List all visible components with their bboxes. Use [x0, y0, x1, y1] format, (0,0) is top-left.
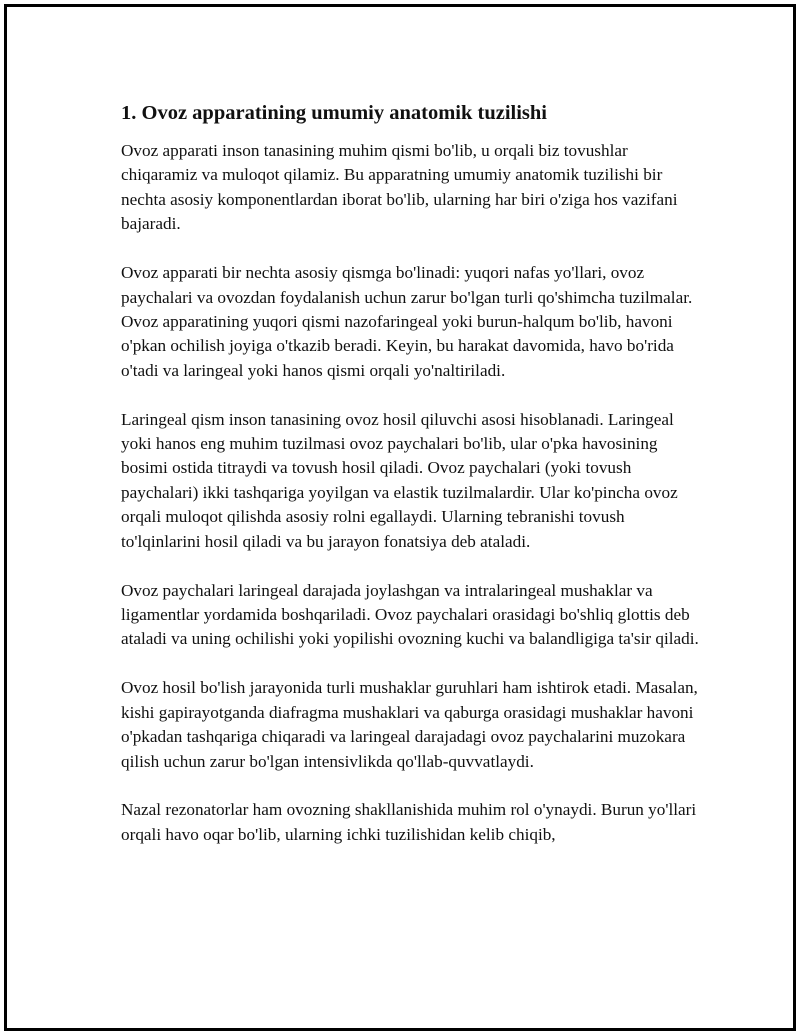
paragraph-6: Nazal rezonatorlar ham ovozning shakllanishida muhim rol o'ynaydi. Burun yo'llari orqali havo oqar bo'lib, ularning ichki tuzilishidan kelib chiqib,	[121, 800, 697, 844]
paragraph-2: Ovoz apparati bir nechta asosiy qismga bo'linadi: yuqori nafas yo'llari, ovoz paychalari va ovozdan foydalanish uchun zarur bo'lgan turli qo'shimcha tuzilmalar. Ovoz apparatining yuqori qismi nazofaringeal yoki burun-halqum bo'lib, havoni o'pkan ochilish joyiga o'tkazib beradi. Keyin, bu harakat davomida, havo bo'rida o'tadi va laringeal yoki hanos qismi orqali yo'naltiriladi.	[121, 263, 693, 380]
document-body	[121, 99, 701, 872]
paragraph-4: Ovoz paychalari laringeal darajada joylashgan va intralaringeal mushaklar va ligamentlar yordamida boshqariladi. Ovoz paychalari orasidagi bo'shliq glottis deb ataladi va uning ochilishi yoki yopilishi ovozning kuchi va balandligiga ta'sir qiladi.	[121, 580, 699, 649]
paragraph-5: Ovoz hosil bo'lish jarayonida turli mushaklar guruhlari ham ishtirok etadi. Masalan, kishi gapirayotganda diafragma mushaklari va qaburga orasidagi mushaklar havoni o'pkadan tashqariga chiqaradi va laringeal darajadagi ovoz paychalarini muzokara qilish uchun zarur bo'lgan intensivlikda qo'llab-quvvatlaydi.	[121, 678, 698, 771]
paragraph-3: Laringeal qism inson tanasining ovoz hosil qiluvchi asosi hisoblanadi. Laringeal yoki hanos eng muhim tuzilmasi ovoz paychalari bo'lib, ular o'pka havosining bosimi ostida titraydi va tovush hosil qiladi. Ovoz paychalari (yoki tovush paychalari) ikki tashqariga yoyilgan va elastik tuzilmalardir. Ular ko'pincha ovoz orqali muloqot qilishda asosiy rolni egallaydi. Ularning tebranishi tovush to'lqinlarini hosil qiladi va bu jarayon fonatsiya deb ataladi.	[121, 409, 678, 551]
page-frame	[4, 4, 796, 1031]
section-heading: 1. Ovoz apparatining umumiy anatomik tuzilishi	[121, 102, 548, 124]
paragraph-1: Ovoz apparati inson tanasining muhim qismi bo'lib, u orqali biz tovushlar chiqaramiz va muloqot qilamiz. Bu apparatning umumiy anatomik tuzilishi bir nechta asosiy komponentlardan iborat bo'lib, ularning har biri o'ziga hos vazifani bajaradi.	[121, 141, 678, 234]
